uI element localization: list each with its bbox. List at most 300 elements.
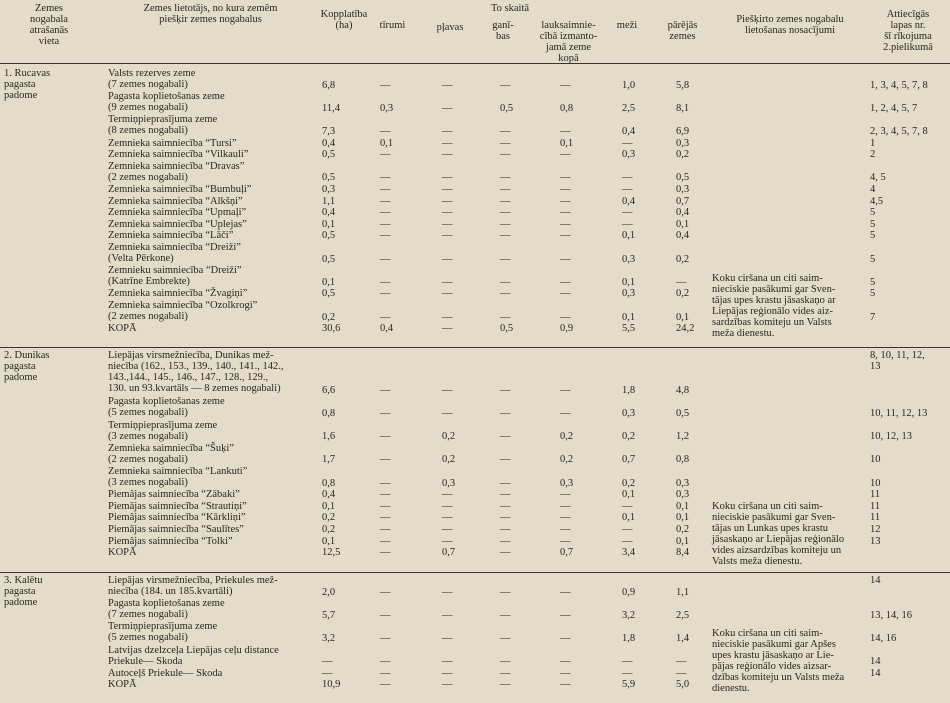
- pages-cell: 5: [870, 253, 876, 265]
- user-cell: Zemnieka saimniecība “Lāči”: [108, 230, 234, 242]
- agri-cell: 0,8: [560, 102, 574, 114]
- meadow-cell: —: [442, 102, 453, 114]
- pages-cell: 1, 3, 4, 5, 7, 8: [870, 79, 928, 91]
- other-cell: 2,5: [676, 609, 690, 621]
- section-rule-1: [0, 347, 950, 348]
- agri-cell: —: [560, 384, 571, 396]
- meadow-cell: —: [442, 288, 453, 300]
- agri-cell: —: [560, 489, 571, 501]
- meadow-cell: —: [442, 311, 453, 323]
- arable-cell: —: [380, 489, 391, 501]
- user-cell: Piemājas saimniecība “Strautiņi”: [108, 500, 247, 512]
- pages-cell: 10, 11, 12, 13: [870, 407, 928, 419]
- meadow-cell: —: [442, 535, 453, 547]
- pages-cell: 14: [870, 656, 881, 668]
- user-cell: Piemājas saimniecība “Zābaki”: [108, 489, 240, 501]
- arable-cell: —: [380, 679, 391, 691]
- pasture-cell: —: [500, 667, 511, 679]
- pasture-cell: —: [500, 253, 511, 265]
- forest-cell: 5,9: [622, 679, 636, 691]
- arable-cell: —: [380, 288, 391, 300]
- total-cell: 0,2: [322, 512, 336, 524]
- arable-cell: —: [380, 184, 391, 195]
- forest-cell: 1,8: [622, 384, 636, 396]
- user-cell: Zemnieka saimniecība “Ozolkrogi” (2 zemes nogabali): [108, 300, 258, 322]
- arable-cell: —: [380, 195, 391, 207]
- total-cell: —: [322, 656, 333, 668]
- pasture-cell: —: [500, 137, 511, 149]
- meadow-cell: —: [442, 407, 453, 419]
- other-cell: —: [676, 276, 687, 288]
- agri-cell: —: [560, 667, 571, 679]
- total-cell: 1,1: [322, 195, 336, 207]
- agri-cell: —: [560, 586, 571, 598]
- agri-cell: —: [560, 230, 571, 242]
- arable-cell: —: [380, 311, 391, 323]
- meadow-cell: —: [442, 137, 453, 149]
- section-place: 3. Kalētu pagasta padome: [4, 575, 43, 608]
- meadow-cell: —: [442, 184, 453, 195]
- total-cell: 0,2: [322, 311, 336, 323]
- pasture-cell: 0,5: [500, 323, 514, 335]
- total-cell: 0,4: [322, 207, 336, 219]
- pages-cell: 12: [870, 524, 881, 535]
- meadow-cell: 0,2: [442, 431, 456, 443]
- forest-cell: —: [622, 535, 633, 547]
- pasture-cell: —: [500, 288, 511, 300]
- agri-cell: 0,9: [560, 323, 574, 335]
- other-cell: 0,1: [676, 512, 690, 524]
- arable-cell: —: [380, 276, 391, 288]
- arable-cell: —: [380, 609, 391, 621]
- total-cell: 0,5: [322, 149, 336, 161]
- agri-cell: —: [560, 656, 571, 668]
- header-pages: Attiecīgās lapas nr. šī rīkojuma 2.pielikumā: [883, 9, 933, 53]
- arable-cell: —: [380, 172, 391, 184]
- total-cell: 0,5: [322, 288, 336, 300]
- arable-cell: —: [380, 586, 391, 598]
- agri-cell: —: [560, 125, 571, 137]
- total-cell: 0,1: [322, 218, 336, 230]
- total-cell: 0,5: [322, 230, 336, 242]
- arable-cell: —: [380, 547, 391, 559]
- other-cell: 5,0: [676, 679, 690, 691]
- other-cell: 1,2: [676, 431, 690, 443]
- pasture-cell: —: [500, 311, 511, 323]
- pages-cell: 4,5: [870, 195, 884, 207]
- forest-cell: 0,1: [622, 512, 636, 524]
- header-user: Zemes lietotājs, no kura zemēm piešķir zemes nogabalus: [143, 3, 278, 25]
- pasture-cell: —: [500, 431, 511, 443]
- section-place: 2. Dunikas pagasta padome: [4, 350, 50, 383]
- agri-cell: —: [560, 679, 571, 691]
- pasture-cell: —: [500, 79, 511, 91]
- user-cell: Zemnieka saimniecība “Alkšņi”: [108, 195, 243, 207]
- forest-cell: 1,0: [622, 79, 636, 91]
- total-cell: 3,2: [322, 632, 336, 644]
- agri-cell: 0,2: [560, 454, 574, 466]
- agri-cell: —: [560, 609, 571, 621]
- other-cell: 1,1: [676, 586, 690, 598]
- meadow-cell: —: [442, 230, 453, 242]
- agri-cell: —: [560, 172, 571, 184]
- agri-cell: —: [560, 253, 571, 265]
- user-cell: Valsts rezerves zeme (7 zemes nogabali): [108, 68, 196, 90]
- meadow-cell: 0,2: [442, 454, 456, 466]
- pasture-cell: —: [500, 384, 511, 396]
- total-cell: 0,8: [322, 477, 336, 489]
- arable-cell: —: [380, 253, 391, 265]
- total-cell: 2,0: [322, 586, 336, 598]
- pasture-cell: —: [500, 407, 511, 419]
- arable-cell: —: [380, 149, 391, 161]
- user-cell: Zemnieka saimniecība “Dravas” (2 zemes nogabali): [108, 160, 245, 183]
- user-cell: KOPĀ: [108, 323, 137, 335]
- pasture-cell: —: [500, 500, 511, 512]
- pasture-cell: —: [500, 454, 511, 466]
- agri-cell: —: [560, 500, 571, 512]
- total-cell: 0,4: [322, 489, 336, 501]
- user-cell: Zemnieka saimniecība “Bumbuļi”: [108, 184, 252, 195]
- arable-cell: —: [380, 667, 391, 679]
- total-cell: 0,3: [322, 184, 336, 195]
- other-cell: 0,5: [676, 172, 690, 184]
- meadow-cell: —: [442, 323, 453, 335]
- header-meadow: pļavas: [436, 22, 464, 33]
- meadow-cell: —: [442, 253, 453, 265]
- other-cell: 8,1: [676, 102, 690, 114]
- agri-cell: —: [560, 184, 571, 195]
- pages-cell: 2: [870, 149, 876, 161]
- meadow-cell: —: [442, 632, 453, 644]
- forest-cell: 0,3: [622, 149, 636, 161]
- arable-cell: 0,4: [380, 323, 394, 335]
- total-cell: 0,1: [322, 276, 336, 288]
- agri-cell: —: [560, 632, 571, 644]
- meadow-cell: —: [442, 79, 453, 91]
- agri-cell: 0,7: [560, 547, 574, 559]
- user-cell: Autoceļš Priekule— Skoda: [108, 667, 223, 679]
- user-cell: Zemnieka saimniecība “Dreiži” (Velta Pērkone): [108, 242, 241, 264]
- pages-cell: 8, 10, 11, 12, 13: [870, 350, 925, 372]
- user-cell: Zemnieka saimniecība “Šuķi” (2 zemes nogabali): [108, 442, 234, 465]
- pages-cell: 13: [870, 535, 881, 547]
- user-cell: Pagasta koplietošanas zeme (5 zemes nogabali): [108, 396, 225, 419]
- agri-cell: —: [560, 207, 571, 219]
- pages-cell: 7: [870, 311, 876, 323]
- total-cell: 12,5: [322, 547, 341, 559]
- other-cell: 0,1: [676, 218, 690, 230]
- pages-cell: 4: [870, 184, 876, 195]
- arable-cell: —: [380, 535, 391, 547]
- other-cell: 8,4: [676, 547, 690, 559]
- user-cell: KOPĀ: [108, 679, 137, 691]
- meadow-cell: —: [442, 586, 453, 598]
- other-cell: 0,8: [676, 454, 690, 466]
- forest-cell: 0,7: [622, 454, 636, 466]
- agri-cell: 0,3: [560, 477, 574, 489]
- pasture-cell: —: [500, 524, 511, 535]
- forest-cell: 0,1: [622, 276, 636, 288]
- forest-cell: 0,4: [622, 195, 636, 207]
- total-cell: 0,5: [322, 253, 336, 265]
- meadow-cell: —: [442, 609, 453, 621]
- conditions-note: Koku ciršana un citi saim- nieciskie pasākumi gar Apšes upes krastu jāsaskaņo ar Lie- pājas reģionālo vides aizsar- dzības komiteju un Valsts meža dienestu.: [712, 628, 845, 694]
- other-cell: —: [676, 667, 687, 679]
- pasture-cell: —: [500, 149, 511, 161]
- other-cell: 6,9: [676, 125, 690, 137]
- other-cell: 0,2: [676, 253, 690, 265]
- other-cell: 0,1: [676, 311, 690, 323]
- other-cell: 0,7: [676, 195, 690, 207]
- forest-cell: 0,2: [622, 431, 636, 443]
- user-cell: Termiņpieprasījuma zeme (5 zemes nogabali): [108, 621, 218, 644]
- user-cell: Liepājas virsmežniecība, Dunikas mež- niecība (162., 153., 139., 140., 141., 142., 143.,144., 145., 146., 147., 128., 129., 130. un 93.kvartāls — 8 zemes nogabali): [108, 350, 284, 394]
- pasture-cell: —: [500, 477, 511, 489]
- user-cell: Zemnieka saimniecība “Žvagiņi”: [108, 288, 248, 300]
- agri-cell: 0,2: [560, 431, 574, 443]
- total-cell: 0,4: [322, 137, 336, 149]
- total-cell: 0,2: [322, 524, 336, 535]
- arable-cell: 0,3: [380, 102, 394, 114]
- pages-cell: 14, 16: [870, 632, 897, 644]
- header-arable: tīrumi: [379, 20, 406, 31]
- meadow-cell: —: [442, 172, 453, 184]
- agri-cell: —: [560, 535, 571, 547]
- total-cell: 6,6: [322, 384, 336, 396]
- other-cell: 0,2: [676, 288, 690, 300]
- pasture-cell: —: [500, 547, 511, 559]
- meadow-cell: —: [442, 207, 453, 219]
- total-cell: —: [322, 667, 333, 679]
- pasture-cell: —: [500, 632, 511, 644]
- forest-cell: —: [622, 172, 633, 184]
- forest-cell: 2,5: [622, 102, 636, 114]
- pasture-cell: —: [500, 276, 511, 288]
- other-cell: 0,4: [676, 230, 690, 242]
- arable-cell: 0,1: [380, 137, 394, 149]
- meadow-cell: 0,7: [442, 547, 456, 559]
- arable-cell: —: [380, 207, 391, 219]
- user-cell: Liepājas virsmežniecība, Priekules mež- niecība (184. un 185.kvartāli): [108, 575, 278, 597]
- forest-cell: 0,1: [622, 311, 636, 323]
- pages-cell: 10, 12, 13: [870, 431, 912, 443]
- other-cell: 0,1: [676, 500, 690, 512]
- pasture-cell: —: [500, 172, 511, 184]
- arable-cell: —: [380, 125, 391, 137]
- pages-cell: 5: [870, 218, 876, 230]
- forest-cell: 0,2: [622, 477, 636, 489]
- arable-cell: —: [380, 218, 391, 230]
- other-cell: 24,2: [676, 323, 695, 335]
- other-cell: —: [676, 656, 687, 668]
- user-cell: Piemājas saimniecība “Kārkliņi”: [108, 512, 246, 524]
- total-cell: 30,6: [322, 323, 341, 335]
- meadow-cell: —: [442, 524, 453, 535]
- user-cell: Latvijas dzelzceļa Liepājas ceļu distance Priekule— Skoda: [108, 644, 279, 667]
- conditions-note: Koku ciršana un citi saim- nieciskie pasākumi gar Sven- tājas un Lunkas upes krastu jāsaskaņo ar Liepājas reģionālo vides aizsardzības komiteju un Valsts meža dienestu.: [712, 501, 845, 567]
- meadow-cell: 0,3: [442, 477, 456, 489]
- pages-cell: 10: [870, 454, 881, 466]
- other-cell: 0,2: [676, 524, 690, 535]
- pasture-cell: —: [500, 195, 511, 207]
- other-cell: 0,3: [676, 477, 690, 489]
- forest-cell: 3,4: [622, 547, 636, 559]
- user-cell: Zemnieka saimniecība “Vilkauli”: [108, 149, 249, 161]
- pages-cell: 13, 14, 16: [870, 609, 912, 621]
- other-cell: 0,3: [676, 184, 690, 195]
- pages-cell: 5: [870, 230, 876, 242]
- other-cell: 0,4: [676, 207, 690, 219]
- forest-cell: 0,9: [622, 586, 636, 598]
- forest-cell: —: [622, 184, 633, 195]
- pages-cell: 11: [870, 500, 881, 512]
- meadow-cell: —: [442, 667, 453, 679]
- other-cell: 0,1: [676, 535, 690, 547]
- header-place: Zemes nogabala atrašanās vieta: [29, 3, 69, 47]
- arable-cell: —: [380, 384, 391, 396]
- user-cell: Pagasta koplietošanas zeme (9 zemes nogabali): [108, 91, 225, 114]
- forest-cell: 1,8: [622, 632, 636, 644]
- forest-cell: 0,3: [622, 288, 636, 300]
- total-cell: 6,8: [322, 79, 336, 91]
- pasture-cell: —: [500, 184, 511, 195]
- pages-cell: 1: [870, 137, 876, 149]
- total-cell: 0,1: [322, 500, 336, 512]
- pages-cell: 11: [870, 512, 881, 524]
- total-cell: 0,1: [322, 535, 336, 547]
- meadow-cell: —: [442, 218, 453, 230]
- forest-cell: —: [622, 218, 633, 230]
- arable-cell: —: [380, 632, 391, 644]
- forest-cell: —: [622, 656, 633, 668]
- forest-cell: 0,1: [622, 489, 636, 501]
- section-place: 1. Rucavas pagasta padome: [4, 68, 51, 101]
- agri-cell: —: [560, 512, 571, 524]
- pasture-cell: —: [500, 230, 511, 242]
- forest-cell: —: [622, 667, 633, 679]
- meadow-cell: —: [442, 489, 453, 501]
- total-cell: 0,8: [322, 407, 336, 419]
- forest-cell: 0,3: [622, 253, 636, 265]
- agri-cell: 0,1: [560, 137, 574, 149]
- pasture-cell: —: [500, 489, 511, 501]
- total-cell: 10,9: [322, 679, 341, 691]
- arable-cell: —: [380, 524, 391, 535]
- total-cell: 1,6: [322, 431, 336, 443]
- pages-cell: 2, 3, 4, 5, 7, 8: [870, 125, 928, 137]
- pasture-cell: —: [500, 535, 511, 547]
- agri-cell: —: [560, 407, 571, 419]
- pasture-cell: —: [500, 679, 511, 691]
- pages-cell: 5: [870, 276, 876, 288]
- meadow-cell: —: [442, 512, 453, 524]
- user-cell: Piemājas saimniecība “Saulītes”: [108, 524, 244, 535]
- user-cell: Zemnieka saimniecība “Upmaļi”: [108, 207, 247, 219]
- total-cell: 7,3: [322, 125, 336, 137]
- header-agri: lauksaimnie- cībā izmanto- jamā zeme kopā: [539, 20, 598, 64]
- pasture-cell: —: [500, 512, 511, 524]
- forest-cell: 0,3: [622, 407, 636, 419]
- forest-cell: —: [622, 500, 633, 512]
- section-rule-2: [0, 572, 950, 573]
- agri-cell: —: [560, 311, 571, 323]
- forest-cell: 0,4: [622, 125, 636, 137]
- header-rule: [0, 63, 950, 64]
- pages-cell: 4, 5: [870, 172, 886, 184]
- header-pasture: ganī- bas: [492, 20, 514, 42]
- other-cell: 1,4: [676, 632, 690, 644]
- pages-cell: 1, 2, 4, 5, 7: [870, 102, 918, 114]
- agri-cell: —: [560, 195, 571, 207]
- total-cell: 11,4: [322, 102, 340, 114]
- header-group: To skaitā: [490, 3, 530, 14]
- agri-cell: —: [560, 79, 571, 91]
- pasture-cell: —: [500, 207, 511, 219]
- meadow-cell: —: [442, 195, 453, 207]
- meadow-cell: —: [442, 125, 453, 137]
- other-cell: 0,2: [676, 149, 690, 161]
- arable-cell: —: [380, 500, 391, 512]
- arable-cell: —: [380, 454, 391, 466]
- total-cell: 5,7: [322, 609, 336, 621]
- pasture-cell: —: [500, 218, 511, 230]
- other-cell: 0,5: [676, 407, 690, 419]
- forest-cell: 5,5: [622, 323, 636, 335]
- arable-cell: —: [380, 407, 391, 419]
- header-total: Kopplatība (ha): [320, 9, 368, 31]
- arable-cell: —: [380, 512, 391, 524]
- meadow-cell: —: [442, 500, 453, 512]
- meadow-cell: —: [442, 276, 453, 288]
- other-cell: 5,8: [676, 79, 690, 91]
- forest-cell: —: [622, 137, 633, 149]
- pages-cell: 5: [870, 207, 876, 219]
- pasture-cell: —: [500, 586, 511, 598]
- user-cell: Termiņpieprasījuma zeme (8 zemes nogabali): [108, 114, 218, 137]
- total-cell: 1,7: [322, 454, 336, 466]
- forest-cell: —: [622, 207, 633, 219]
- arable-cell: —: [380, 230, 391, 242]
- user-cell: Pagasta koplietošanas zeme (7 zemes nogabali): [108, 598, 225, 621]
- user-cell: KOPĀ: [108, 547, 137, 559]
- total-cell: 0,5: [322, 172, 336, 184]
- arable-cell: —: [380, 79, 391, 91]
- user-cell: Zemnieka saimniecība “Tursi”: [108, 137, 237, 149]
- agri-cell: —: [560, 276, 571, 288]
- pages-cell: 14: [870, 575, 881, 586]
- header-conditions: Piešķirto zemes nogabalu lietošanas nosacījumi: [736, 14, 844, 36]
- pasture-cell: —: [500, 656, 511, 668]
- forest-cell: 0,1: [622, 230, 636, 242]
- agri-cell: —: [560, 524, 571, 535]
- pasture-cell: —: [500, 125, 511, 137]
- pasture-cell: —: [500, 609, 511, 621]
- other-cell: 4,8: [676, 384, 690, 396]
- user-cell: Zemnieku saimniecība “Dreiži” (Katrīne Embrekte): [108, 265, 242, 288]
- arable-cell: —: [380, 656, 391, 668]
- user-cell: Zemnieka saimniecība “Uplejas”: [108, 218, 247, 230]
- forest-cell: —: [622, 524, 633, 535]
- pages-cell: 5: [870, 288, 876, 300]
- user-cell: Piemājas saimniecība “Tolki”: [108, 535, 233, 547]
- meadow-cell: —: [442, 679, 453, 691]
- other-cell: 0,3: [676, 489, 690, 501]
- user-cell: Termiņpieprasījuma zeme (3 zemes nogabali): [108, 419, 218, 442]
- header-other: pārējās zemes: [667, 20, 698, 42]
- agri-cell: —: [560, 149, 571, 161]
- pages-cell: 11: [870, 489, 881, 501]
